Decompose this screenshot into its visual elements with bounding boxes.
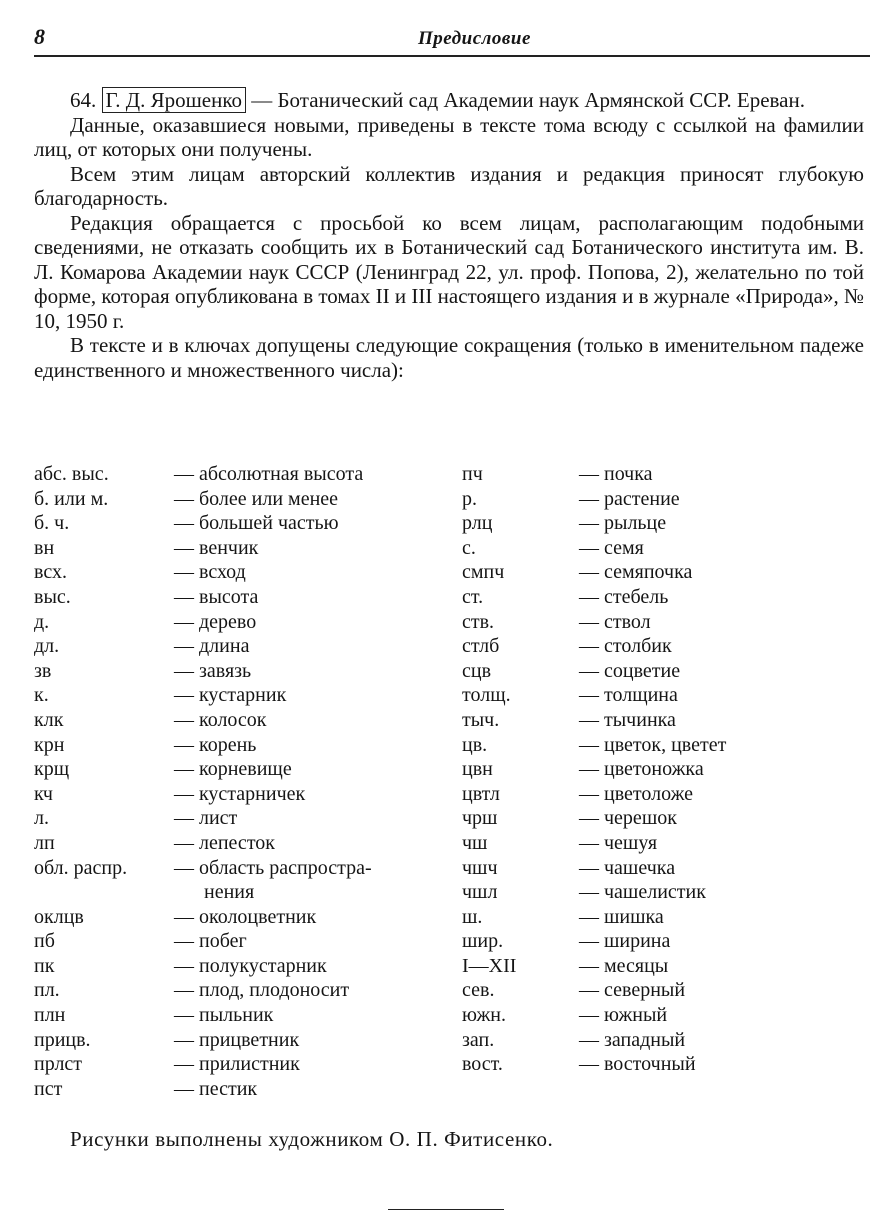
abbreviation: цвн <box>462 758 493 781</box>
abbreviation-row <box>462 487 862 512</box>
body-text <box>34 88 864 382</box>
abbreviation-row <box>462 585 862 610</box>
abbreviation-row <box>34 610 454 635</box>
abbreviation: пл. <box>34 979 60 1002</box>
abbreviation-row <box>462 757 862 782</box>
abbreviation: зв <box>34 659 52 682</box>
abbreviation-row <box>34 462 454 487</box>
abbreviation: шир. <box>462 930 504 953</box>
abbreviation: ст. <box>462 585 484 608</box>
abbreviation: б. ч. <box>34 512 70 535</box>
abbreviation-definition: — чашелистик <box>579 881 706 904</box>
abbreviation-definition: — южный <box>579 1004 668 1027</box>
abbreviation-definition: — шишка <box>579 905 664 928</box>
abbreviation-definition: — кустарник <box>174 684 287 707</box>
abbreviation-definition: — корень <box>174 733 257 756</box>
abbreviation-definition: — цветоложе <box>579 782 694 805</box>
abbreviation-definition: — всход <box>174 561 246 584</box>
abbreviation-definition: — толщина <box>579 684 678 707</box>
abbreviation-row <box>462 560 862 585</box>
abbreviation-row <box>34 683 454 708</box>
abbreviation-definition: — корневище <box>174 758 292 781</box>
abbreviation: пч <box>462 463 483 485</box>
abbreviation-row <box>34 585 454 610</box>
abbreviation: сев. <box>462 979 495 1002</box>
abbreviation-definition: — большей частью <box>174 512 339 535</box>
paragraph-gratitude: Всем этим лицам авторский коллектив издания и редакция приносят глубокую благодарность. <box>34 161 864 210</box>
abbreviation-definition: — длина <box>174 635 250 658</box>
abbreviation: лп <box>34 831 55 854</box>
abbreviation-definition: — прицветник <box>174 1028 300 1051</box>
page-header <box>34 24 870 52</box>
abbreviation-definition: — полукустарник <box>174 954 327 977</box>
abbreviation-row <box>462 610 862 635</box>
abbreviation-row <box>34 1052 454 1077</box>
paragraph-abbreviations-intro: В тексте и в ключах допущены следующие сокращения (только в именительном падеже единственного и множественного числа): <box>34 333 864 382</box>
header-rule <box>34 55 870 57</box>
abbreviation-row <box>34 511 454 536</box>
abbreviations-right-column <box>462 462 862 1077</box>
abbreviation: крн <box>34 733 65 756</box>
abbreviation-definition: — семяпочка <box>579 561 693 584</box>
abbreviation-definition: — восточный <box>579 1053 696 1076</box>
abbreviation-definition: — ширина <box>579 930 671 953</box>
abbreviation: пб <box>34 930 55 953</box>
abbreviation-definition: — ствол <box>579 610 651 633</box>
abbreviation-row <box>34 806 454 831</box>
abbreviation: рлц <box>462 512 493 535</box>
abbreviation-row <box>34 1028 454 1053</box>
abbreviation-definition: — венчик <box>174 536 259 559</box>
abbreviation-row <box>34 954 454 979</box>
abbreviation: оклцв <box>34 905 84 928</box>
abbreviation-definition: — дерево <box>174 610 257 633</box>
abbreviation: стлб <box>462 635 500 658</box>
abbreviation-row <box>462 683 862 708</box>
abbreviation-definition: — западный <box>579 1028 686 1051</box>
abbreviation: тыч. <box>462 708 500 731</box>
abbreviation: сцв <box>462 659 492 682</box>
abbreviation-row <box>34 536 454 561</box>
abbreviation-row <box>34 978 454 1003</box>
abbreviation-definition: — высота <box>174 585 259 608</box>
abbreviation: абс. выс. <box>34 463 109 485</box>
abbreviation: р. <box>462 487 477 510</box>
abbreviation: прлст <box>34 1053 83 1076</box>
abbreviation-definition: — колосок <box>174 708 267 731</box>
abbreviation-definition: — лист <box>174 807 238 830</box>
abbreviation-definition: — черешок <box>579 807 677 830</box>
abbreviation-row <box>34 560 454 585</box>
end-rule <box>388 1209 504 1210</box>
abbreviation-row <box>462 806 862 831</box>
abbreviation: всх. <box>34 561 67 584</box>
abbreviation-row <box>462 708 862 733</box>
abbreviation-definition: — плод, плодоносит <box>174 979 350 1002</box>
abbreviation-row <box>462 511 862 536</box>
paragraph-new-data: Данные, оказавшиеся новыми, приведены в тексте тома всюду с ссылкой на фамилии лиц, от которых они получены. <box>34 112 864 161</box>
abbreviation-row <box>462 831 862 856</box>
abbreviation-definition: — цветок, цветет <box>579 733 727 756</box>
abbreviation: цвтл <box>462 782 500 805</box>
abbreviation-row <box>462 1052 862 1077</box>
abbreviation: южн. <box>462 1004 506 1027</box>
abbreviation-row <box>462 634 862 659</box>
abbreviation-definition: — северный <box>579 979 686 1002</box>
abbreviation-definition: — околоцветник <box>174 905 317 928</box>
abbreviation-row <box>34 659 454 684</box>
illustrator-note: Рисунки выполнены художником О. П. Фитисенко. <box>70 1127 554 1151</box>
abbreviation-row <box>34 708 454 733</box>
abbreviation: д. <box>34 610 50 633</box>
abbreviation: ств. <box>462 610 495 633</box>
abbreviation: чрш <box>462 807 498 830</box>
abbreviation-definition: — семя <box>579 536 644 559</box>
abbreviation-row <box>462 1003 862 1028</box>
list-number: 64. <box>70 88 97 112</box>
abbreviation-row <box>462 880 862 905</box>
abbreviation-definition: — чашечка <box>579 856 676 879</box>
boxed-name: Г. Д. Ярошенко <box>102 87 246 113</box>
abbreviation-row <box>462 536 862 561</box>
abbreviation-row <box>462 905 862 930</box>
abbreviation: пст <box>34 1077 63 1100</box>
abbreviation-definition: — стебель <box>579 585 669 608</box>
abbreviation-definition: — прилистник <box>174 1053 300 1076</box>
abbreviation: к. <box>34 684 49 707</box>
abbreviation-row <box>34 1077 454 1102</box>
abbreviation-definition: — рыльце <box>579 512 667 535</box>
paragraph-contributor-64 <box>34 88 864 113</box>
abbreviation: кч <box>34 782 53 805</box>
running-head: Предисловие <box>418 28 531 49</box>
abbreviation-row <box>462 659 862 684</box>
abbreviation-definition: — растение <box>579 487 680 510</box>
abbreviation: дл. <box>34 635 60 658</box>
abbreviation-definition: — пестик <box>174 1077 258 1100</box>
abbreviation-row <box>34 757 454 782</box>
abbreviation-row <box>34 487 454 512</box>
abbreviations-left-column <box>34 462 454 1101</box>
abbreviation-row <box>462 978 862 1003</box>
abbreviation: с. <box>462 536 476 559</box>
abbreviation: пк <box>34 954 55 977</box>
abbreviation-row <box>34 733 454 758</box>
abbreviation-definition: — более или менее <box>174 487 339 510</box>
abbreviation-row <box>34 856 454 881</box>
abbreviation: зап. <box>462 1028 495 1051</box>
abbreviation-definition: — столбик <box>579 635 672 658</box>
abbreviation-row <box>462 782 862 807</box>
abbreviation: чш <box>462 831 488 854</box>
abbreviation: выс. <box>34 585 71 608</box>
abbreviation: чшл <box>462 881 498 904</box>
abbreviation-row <box>462 733 862 758</box>
abbreviation: прицв. <box>34 1028 91 1051</box>
abbreviation: обл. распр. <box>34 856 128 879</box>
abbreviation-row <box>34 782 454 807</box>
abbreviation-definition: — чешуя <box>579 831 658 854</box>
abbreviation: вн <box>34 536 55 559</box>
abbreviation-definition: — область распростра- <box>174 856 372 879</box>
abbreviation-definition: — завязь <box>174 659 252 682</box>
abbreviation: вост. <box>462 1053 503 1076</box>
abbreviation-definition: — месяцы <box>579 954 669 977</box>
abbreviation-row <box>462 929 862 954</box>
abbreviation-definition: — почка <box>579 463 653 485</box>
abbreviation-definition: — кустарничек <box>174 782 306 805</box>
contributor-affiliation: — Ботанический сад Академии наук Армянской ССР. Ереван. <box>245 88 805 112</box>
abbreviation: крщ <box>34 758 70 781</box>
abbreviation-row <box>34 929 454 954</box>
abbreviation-row <box>34 634 454 659</box>
abbreviation: клк <box>34 708 64 731</box>
abbreviation-row <box>34 880 454 905</box>
abbreviation-definition: — пыльник <box>174 1004 274 1027</box>
page-number: 8 <box>34 24 45 49</box>
abbreviation-definition: — соцветие <box>579 659 681 682</box>
abbreviation: б. или м. <box>34 487 109 510</box>
abbreviation: смпч <box>462 561 505 584</box>
abbreviation-row <box>462 462 862 487</box>
abbreviation-row <box>34 1003 454 1028</box>
abbreviation-definition: — лепесток <box>174 831 276 854</box>
abbreviation-definition: нения <box>204 881 255 904</box>
paragraph-request: Редакция обращается с просьбой ко всем лицам, располагающим подобными сведениями, не отказать сообщить их в Ботанический сад Ботанического института им. В. Л. Комарова Академии наук СССР (Ленинград 22, ул. проф. Попова, 2), желательно по той форме, которая опубликована в томах II и III настоящего издания и в журнале «Природа», № 10, 1950 г. <box>34 210 864 333</box>
abbreviation: цв. <box>462 733 488 756</box>
abbreviation-row <box>34 831 454 856</box>
abbreviation: чшч <box>462 856 498 879</box>
abbreviation: ш. <box>462 905 483 928</box>
abbreviation-row <box>462 1028 862 1053</box>
abbreviation: I—XII <box>462 954 517 977</box>
abbreviation: плн <box>34 1004 66 1027</box>
abbreviation-definition: — побег <box>174 930 247 953</box>
abbreviation: л. <box>34 807 49 830</box>
abbreviation-row <box>462 856 862 881</box>
abbreviation-definition: — цветоножка <box>579 758 704 781</box>
abbreviation-definition: — тычинка <box>579 708 676 731</box>
abbreviation: толщ. <box>462 684 511 707</box>
abbreviation-row <box>34 905 454 930</box>
abbreviation-row <box>462 954 862 979</box>
abbreviation-definition: — абсолютная высота <box>174 463 364 485</box>
